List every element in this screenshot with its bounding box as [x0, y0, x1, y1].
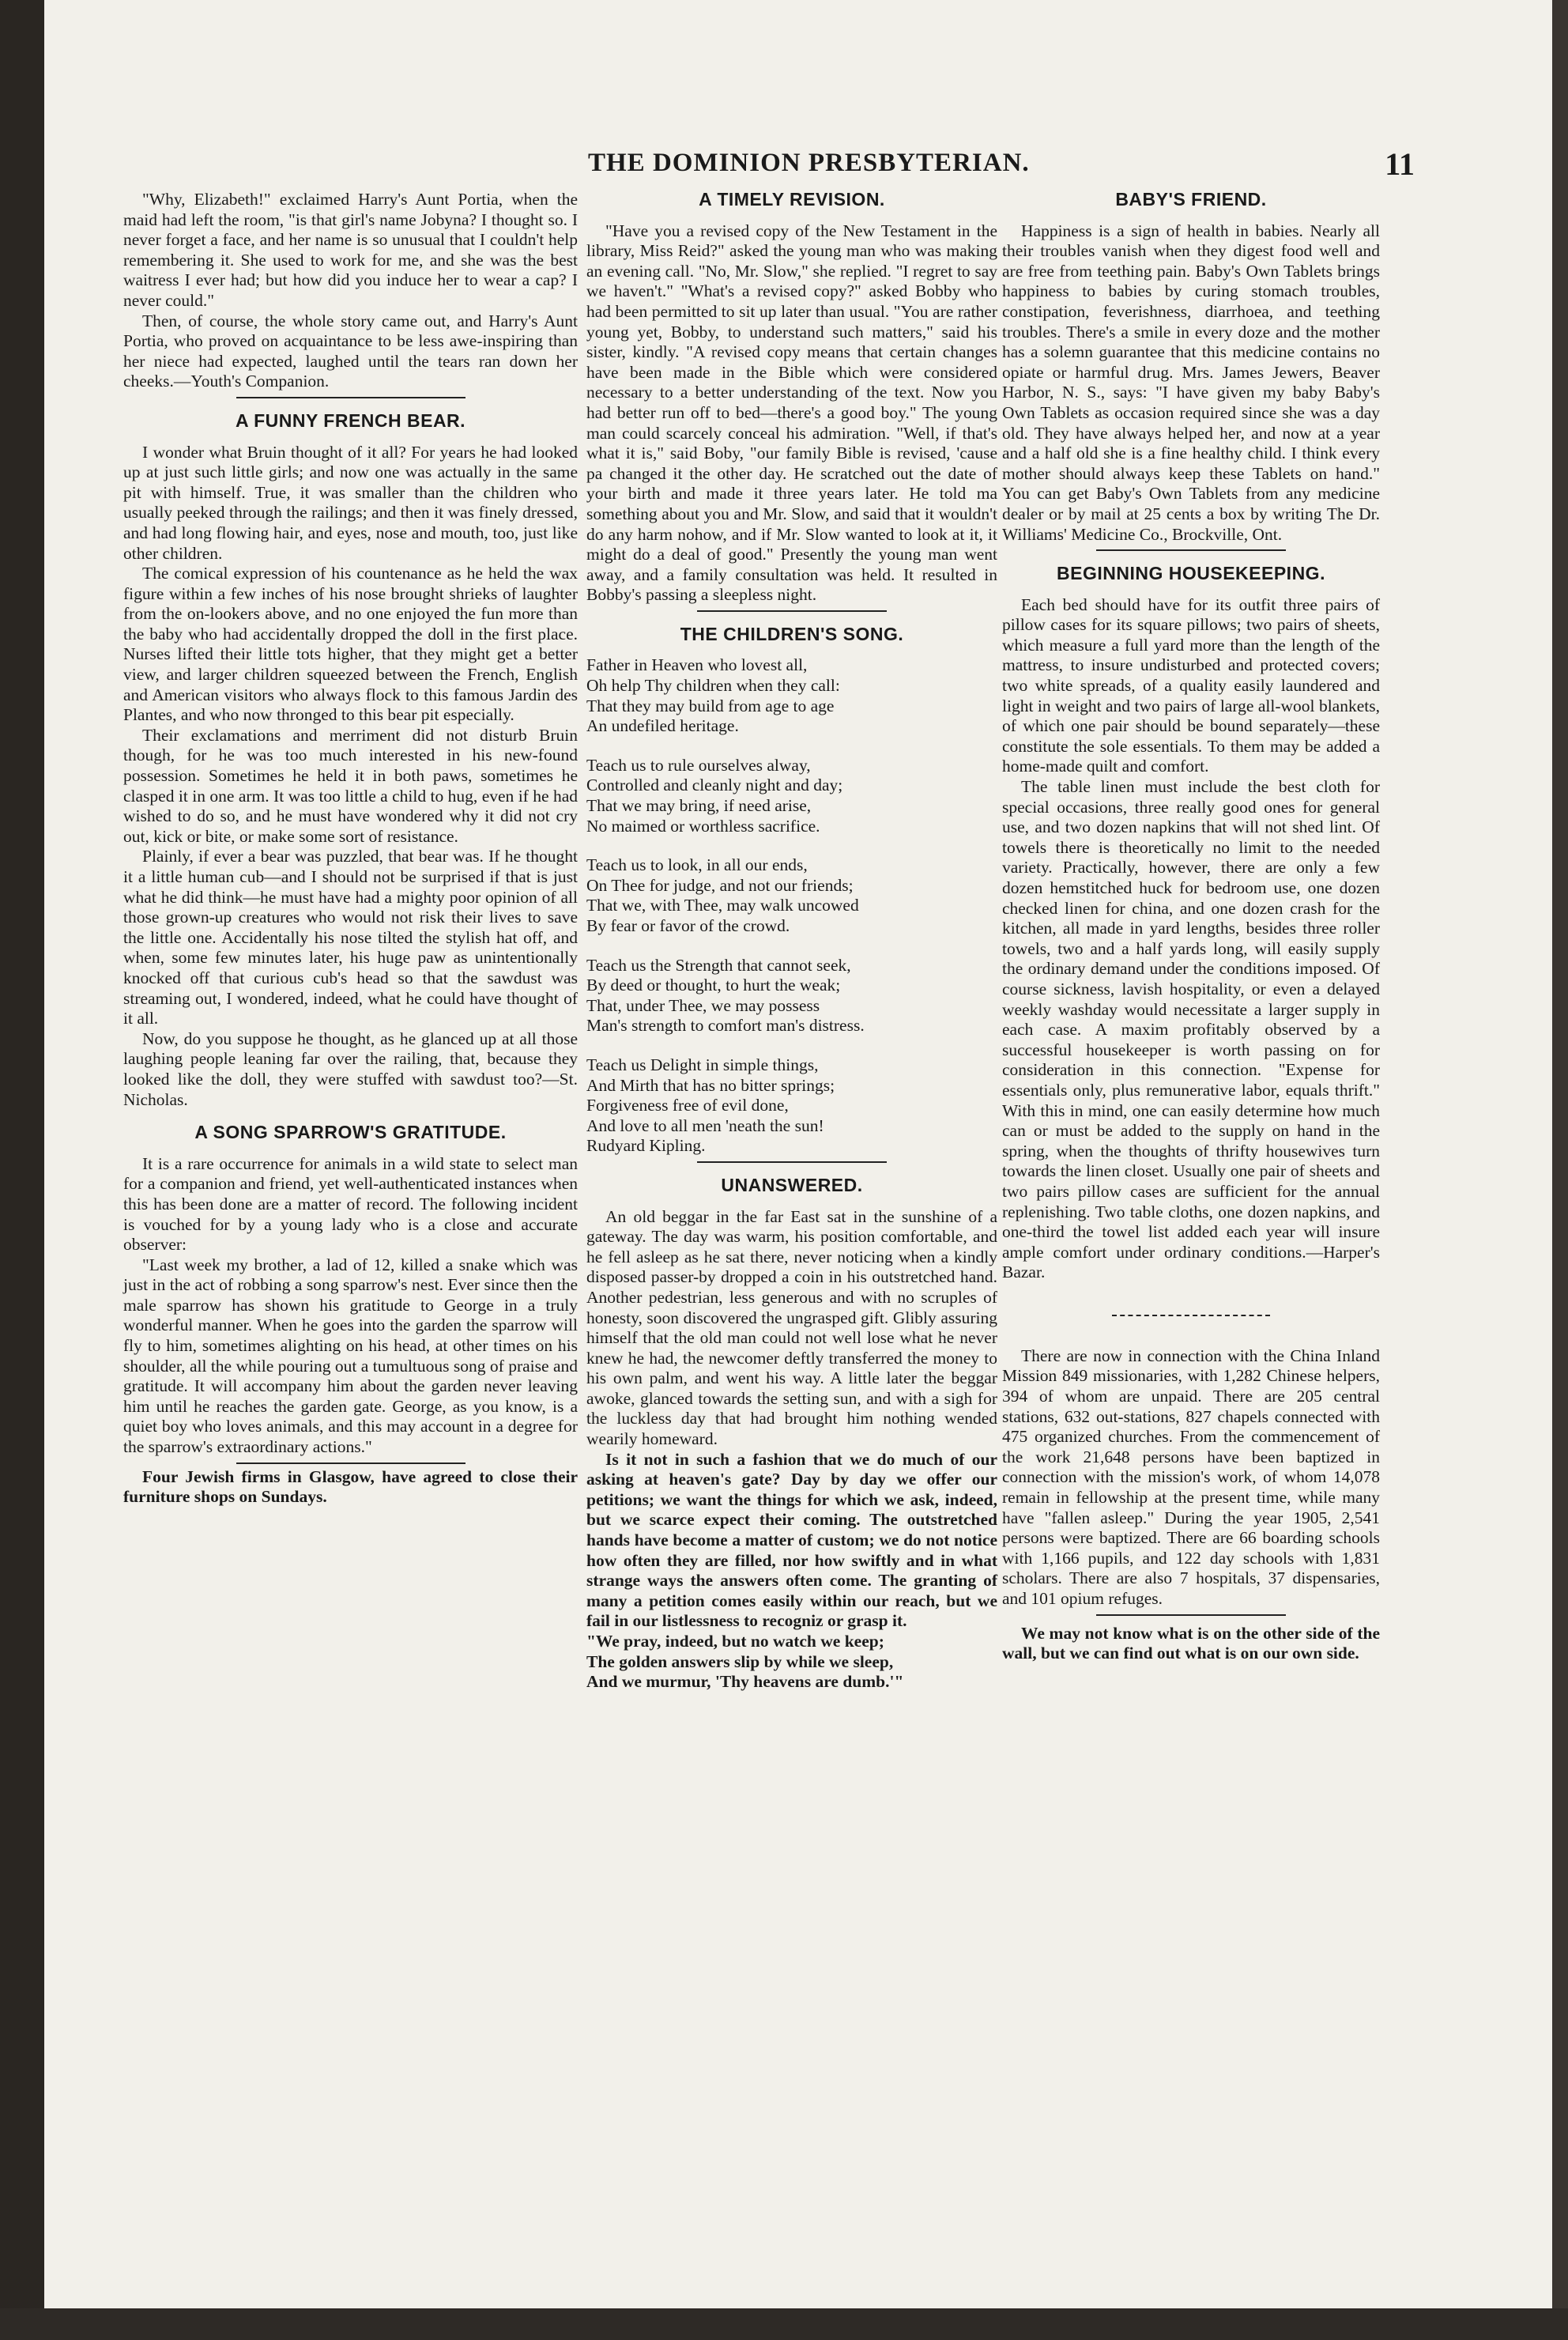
unanswered-paragraph: An old beggar in the far East sat in the sunshine of a gateway. The day was warm, his position comfortable, and he fell asleep as he sat there, never noticing when a kindly disposed passer-by dropped a coin in his outstretched hand. Another pedestrian, less generous and with no scruples of honesty, soon discovered the ungrasped gift. Glibly assuring himself that the old man could not well lose what he never knew he had, the newcomer deftly transferred the money to his own palm, and went his way. A little later the beggar awoke, glanced towards the setting sun, and with a sigh for the luckless day that had brought him nothing wended wearily homeward.: [586, 1206, 997, 1449]
bear-paragraph: I wonder what Bruin thought of it all? For years he had looked up at just such little girls; and now one was actually in the same pit with himself. True, it was smaller than the children who usually peeked through the railings; and then it was finely dressed, and had long flowing hair, and eyes, nose and mouth, too, just like other children.: [123, 442, 578, 563]
verse-line: "We pray, indeed, but no watch we keep;: [586, 1632, 884, 1651]
article-title-bear: A FUNNY FRENCH BEAR.: [235, 410, 466, 431]
story-paragraph: "Why, Elizabeth!" exclaimed Harry's Aunt Portia, when the maid had left the room, "is that girl's name Jobyna? I thought so. I never forget a face, and her name is so unusual that I couldn't help remembering it. She used to work for me, and she was the best waitress I ever had; but how did you induce her to wear a cap? I never could.": [123, 190, 578, 310]
poem-line: By deed or thought, to hurt the weak;: [586, 976, 841, 995]
page-header: [490, 146, 1415, 188]
unanswered-verse: [586, 1632, 997, 1693]
story-paragraph: Then, of course, the whole story came out, and Harry's Aunt Portia, who proved on acquaintance to be less awe-inspiring than her niece had expected, laughed until the tears ran down her cheeks.—Youth's Companion.: [123, 311, 578, 391]
poem-line: Teach us to rule ourselves alway,: [586, 755, 811, 775]
glasgow-note: Four Jewish firms in Glasgow, have agreed to close their furniture shops on Sundays.: [123, 1466, 578, 1507]
newspaper-title: THE DOMINION PRESBYTERIAN.: [588, 149, 1030, 177]
poem-stanza: [586, 756, 997, 836]
poem-line: Father in Heaven who lovest all,: [586, 655, 808, 675]
wall-note: We may not know what is on the other side of the wall, but we can find out what is on our own side.: [1002, 1623, 1380, 1663]
poem-line: And Mirth that has no bitter springs;: [586, 1075, 835, 1095]
poem: [586, 655, 997, 1156]
scan-left-edge: [0, 0, 44, 2340]
article-title-sparrow: A SONG SPARROW'S GRATITUDE.: [194, 1122, 507, 1143]
poem-stanza: [586, 1055, 997, 1136]
poem-line: Teach us Delight in simple things,: [586, 1055, 819, 1074]
poem-stanza: [586, 855, 997, 936]
poem-line: That we may bring, if need arise,: [586, 796, 812, 816]
section-divider: [697, 1161, 887, 1163]
poem-author: Rudyard Kipling.: [586, 1136, 706, 1156]
section-divider: [697, 610, 887, 612]
scan-right-edge: [1552, 0, 1568, 2340]
housekeeping-paragraph: Each bed should have for its outfit three pairs of pillow cases for its square pillows; two pairs of sheets, which measure a full yard more than the length of the mattress, to insure undisturbed and protected covers; two white spreads, of a quality easily laundered and light in weight and two pairs of large all-wool blankets, of which one pair should be bound separately—these constitute the sole essentials. To them may be added a home-made quilt and comfort.: [1002, 594, 1380, 776]
article-title-unanswered: UNANSWERED.: [721, 1174, 863, 1195]
revision-paragraph: "Have you a revised copy of the New Testament in the library, Miss Reid?" asked the young man who was making an evening call. "No, Mr. Slow," she replied. "I regret to say we haven't." "What's a revised copy?" asked Bobby who had been permitted to sit up later than usual. "You are rather young yet, Bobby, to understand such matters," said his sister, kindly. "A revised copy means that certain changes have been made in the Bible which were considered necessary to a better understanding of the text. Now you had better run off to bed—there's a good boy." The young man could scarcely conceal his admiration. "Well, if that's what it is," said Boby, "our family Bible is revised, 'cause pa changed it the other day. He scratched out the date of your birth and made it three years later. He told ma something about you and Mr. Slow, and said that it wouldn't do any harm nohow, and if Mr. Slow wanted to look at it, it might do a deal of good." Presently the young man went away, and a family consultation was held. It resulted in Bobby's passing a sleepless night.: [586, 221, 997, 605]
poem-line: Forgiveness free of evil done,: [586, 1096, 789, 1115]
poem-line: And love to all men 'neath the sun!: [586, 1115, 824, 1135]
page-number: 11: [1385, 146, 1415, 182]
sparrow-paragraph: "Last week my brother, a lad of 12, killed a snake which was just in the act of robbing a song sparrow's nest. Ever since then the male sparrow has shown his gratitude to George in a truly wonderful manner. When he goes into the garden the sparrow will fly to him, sometimes alighting on his head, at other times on his shoulder, all the while pouring out a tumultuous song of praise and gratitude. It will accompany him about the garden never leaving him until he reaches the garden gate. George, as you know, is a quiet boy who loves animals, and this may account in a degree for the sparrow's extraordinary actions.": [123, 1255, 578, 1457]
poem-line: That we, with Thee, may walk uncowed: [586, 896, 859, 915]
verse-line: The golden answers slip by while we sleep,: [586, 1651, 894, 1671]
verse-line: And we murmur, 'Thy heavens are dumb.'": [586, 1672, 904, 1692]
article-title-housekeeping: BEGINNING HOUSEKEEPING.: [1057, 563, 1325, 584]
section-divider: [1096, 1614, 1286, 1616]
housekeeping-paragraph: The table linen must include the best cloth for special occasions, three really good ones for general use, and two dozen napkins that will not shed lint. Of towels there is theoretically no limit to the needed variety. Practically, however, there are only a few dozen hemstitched huck for bedroom use, one dozen checked linen for china, and one dozen crash for the kitchen, all made in yard lengths, besides three roller towels, two and a half yards long, will easily supply the ordinary demand under the conditions imposed. Of course sickness, lavish hospitality, or even a delayed weekly washday would necessitate a larger supply in each case. A maxim profitably observed by a successful housekeeper is worth passing on for consideration in this connection. "Expense for essentials only, plus remunerative labor, equals thrift." With this in mind, one can easily determine how much can or must be added to the supply on hand in the spring, when the thoughts of thrifty housewives turn towards the linen closet. Usually one pair of sheets and two pairs pillow cases are sufficient for the annual replenishing. Two table cloths, one dozen napkins, and one-third the towel list added each year will insure ample comfort under ordinary conditions.—Harper's Bazar.: [1002, 777, 1380, 1282]
column-1: [123, 190, 578, 1508]
poem-stanza: [586, 655, 997, 736]
bear-paragraph: Their exclamations and merriment did not disturb Bruin though, for he was too much interested in his new-found possession. Sometimes he held it in both paws, sometimes he clasped it in one arm. It was too little a child to hug, even if he had wished to do so, and he must have wondered why it did not cry out, kick or bite, or make some sort of resistance.: [123, 725, 578, 846]
column-3: [1002, 190, 1380, 1664]
poem-line: Oh help Thy children when they call:: [586, 676, 840, 696]
bear-paragraph: Plainly, if ever a bear was puzzled, that bear was. If he thought it a little human cub—and I should not be surprised if that is just what he did think—he must have had a mighty poor opinion of all those grown-up creatures who would not risk their lives to save the little one. Accidentally his nose tilted the stylish hat off, and when, some few minutes later, his huge paw as unintentionally knocked off that curious cub's head so that the sawdust was streaming out, I wondered, indeed, what he could have thought of it all.: [123, 847, 578, 1028]
article-title-revision: A TIMELY REVISION.: [699, 189, 885, 209]
poem-stanza: [586, 956, 997, 1036]
poem-line: Man's strength to comfort man's distress.: [586, 1016, 865, 1036]
baby-paragraph: Happiness is a sign of health in babies. Nearly all their troubles vanish when they digest food well and are free from teething pain. Baby's Own Tablets brings happiness to babies by curing stomach troubles, constipation, feverishness, diarrhoea, and teething troubles. There's a smile in every doze and the mother has a solemn guarantee that this medicine contains no opiate or harmful drug. Mrs. James Jewers, Beaver Harbor, N. S., says: "I have given my baby Baby's Own Tablets as occasion required since she was a day old. They have always helped her, and now at a year and a half old she is a fine healthy child. I think every mother should always keep these Tablets on hand." You can get Baby's Own Tablets from any medicine dealer or by mail at 25 cents a box by writing The Dr. Williams' Medicine Co., Brockville, Ont.: [1002, 221, 1380, 544]
article-title-baby: BABY'S FRIEND.: [1115, 189, 1267, 209]
bear-paragraph: Now, do you suppose he thought, as he glanced up at all those laughing people leaning far over the railing, that, because they looked like the doll, they were stuffed with sawdust too?—St. Nicholas.: [123, 1028, 578, 1109]
column-2: [586, 190, 997, 1693]
sparrow-paragraph: It is a rare occurrence for animals in a wild state to select man for a companion and friend, yet well-authenticated instances when this has been done are a matter of record. The following incident is vouched for by a young lady who is a close and accurate observer:: [123, 1153, 578, 1255]
poem-line: On Thee for judge, and not our friends;: [586, 875, 854, 895]
poem-line: Teach us the Strength that cannot seek,: [586, 955, 851, 975]
article-title-song: THE CHILDREN'S SONG.: [680, 623, 904, 644]
poem-line: That, under Thee, we may possess: [586, 995, 820, 1015]
unanswered-paragraph: Is it not in such a fashion that we do much of our asking at heaven's gate? Day by day we offer our petitions; we want the things for which we ask, indeed, but we scarce expect their coming. The outstretched hands have become a matter of custom; we do not notice how often they are filled, nor how swiftly and in what strange ways the answers often come. The granting of many a petition comes easily within our reach, but we fail in our listlessness to recogniz or grasp it.: [586, 1449, 997, 1631]
poem-line: An undefiled heritage.: [586, 716, 739, 736]
section-divider: [1096, 549, 1286, 551]
section-divider: [1112, 1315, 1270, 1316]
poem-line: Controlled and cleanly night and day;: [586, 776, 843, 795]
section-divider: [236, 397, 466, 398]
poem-line: That they may build from age to age: [586, 696, 835, 715]
bear-paragraph: The comical expression of his countenance as he held the wax figure within a few inches of his nose brought shrieks of laughter from the on-lookers above, and no one enjoyed the fun more than the baby who had accidentally dropped the doll in the first place. Nurses lifted their little tots higher, that they might get a better view, and larger children squeezed between the French, English and American visitors who always flock to this famous Jardin des Plantes, and who now thronged to this bear pit especially.: [123, 564, 578, 725]
poem-line: By fear or favor of the crowd.: [586, 916, 790, 935]
poem-line: No maimed or worthless sacrifice.: [586, 816, 820, 836]
poem-line: Teach us to look, in all our ends,: [586, 855, 808, 875]
section-divider: [236, 1462, 466, 1464]
china-mission-paragraph: There are now in connection with the China Inland Mission 849 missionaries, with 1,282 Chinese helpers, 394 of whom are unpaid. There are 205 central stations, 632 out-stations, 827 chapels connected with 475 organized churches. From the commencement of the work 21,648 persons have been baptized in connection with the mission's work, of whom 14,078 remain in fellowship at the present time, while many have "fallen asleep." During the year 1905, 2,541 persons were baptized. There are 66 boarding schools with 1,166 pupils, and 122 day schools with 1,831 scholars. There are also 7 hospitals, 37 dispensaries, and 101 opium refuges.: [1002, 1346, 1380, 1608]
scan-bottom-edge: [0, 2308, 1568, 2340]
